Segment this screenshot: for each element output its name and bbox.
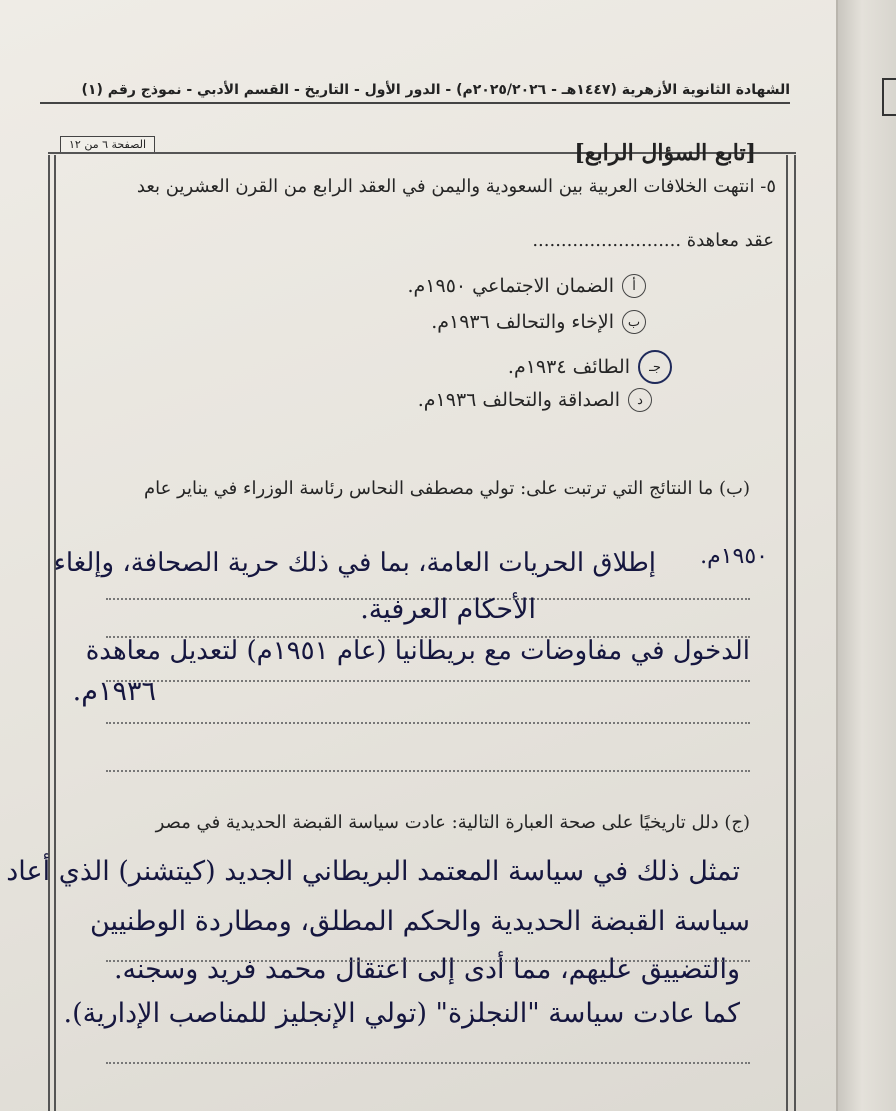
answer-line-dots xyxy=(106,722,750,724)
answer-c-line-4: كما عادت سياسة "النجلزة" (تولي الإنجليز للمناصب الإدارية). xyxy=(63,998,740,1029)
section-title: [تابع السؤال الرابع] xyxy=(574,140,756,166)
option-c-text: الطائف ١٩٣٤م. xyxy=(507,356,630,378)
option-a[interactable] xyxy=(407,274,646,298)
answer-c-line-1: تمثل ذلك في سياسة المعتمد البريطاني الجديد (كيتشنر) الذي أعاد xyxy=(6,856,740,887)
exam-header: الشهادة الثانوية الأزهرية (١٤٤٧هـ - ٢٠٢٥/٢٠٢٦م) - الدور الأول - التاريخ - القسم الأدبي - نموذج رقم (١) xyxy=(40,82,790,104)
question-c-prompt: (ج) دلل تاريخيًا على صحة العبارة التالية: عادت سياسة القبضة الحديدية في مصر xyxy=(155,812,750,833)
option-a-marker: أ xyxy=(622,274,646,298)
answer-line-dots xyxy=(106,680,750,682)
adjacent-page-edge xyxy=(836,0,896,1111)
question-b-prompt: (ب) ما النتائج التي ترتبت على: تولي مصطفى النحاس رئاسة الوزراء في يناير عام xyxy=(143,478,750,499)
option-a-text: الضمان الاجتماعي ١٩٥٠م. xyxy=(407,275,614,297)
option-b-marker: ب xyxy=(622,310,646,334)
answer-b-line-4: ١٩٣٦م. xyxy=(72,676,156,707)
answer-c-line-2: سياسة القبضة الحديدية والحكم المطلق، ومطاردة الوطنيين xyxy=(90,906,750,937)
page-number-badge: الصفحة ٦ من ١٢ xyxy=(60,136,155,153)
option-c-marker-selected: جـ xyxy=(638,350,672,384)
answer-b-line-2: الأحكام العرفية. xyxy=(360,594,536,625)
answer-line-dots xyxy=(106,960,750,962)
question-5-line-1: ٥- انتهت الخلافات العربية بين السعودية واليمن في العقد الرابع من القرن العشرين بعد xyxy=(136,176,776,197)
option-d-text: الصداقة والتحالف ١٩٣٦م. xyxy=(417,389,620,411)
option-d[interactable] xyxy=(418,388,652,412)
option-b-text: الإخاء والتحالف ١٩٣٦م. xyxy=(431,311,614,333)
answer-b-line-1 xyxy=(700,540,768,570)
answer-line-dots xyxy=(106,1062,750,1064)
option-d-marker: د xyxy=(628,388,652,412)
bracket-mark xyxy=(882,78,896,116)
answer-line-dots xyxy=(106,770,750,772)
option-c[interactable] xyxy=(508,350,672,384)
answer-b-line-3: الدخول في مفاوضات مع بريطانيا (عام ١٩٥١م) لتعديل معاهدة xyxy=(85,636,750,666)
frame-left-border xyxy=(48,155,56,1111)
answer-c-line-3: والتضييق عليهم، مما أدى إلى اعتقال محمد فريد وسجنه. xyxy=(113,954,740,985)
option-b[interactable] xyxy=(431,310,646,334)
frame-right-border xyxy=(786,155,796,1111)
answer-b-year: ١٩٥٠م. xyxy=(700,544,768,569)
answer-b-line-1-text: إطلاق الحريات العامة، بما في ذلك حرية الصحافة، وإلغاء xyxy=(53,548,656,578)
question-5-line-2: عقد معاهدة .......................... xyxy=(532,230,774,251)
